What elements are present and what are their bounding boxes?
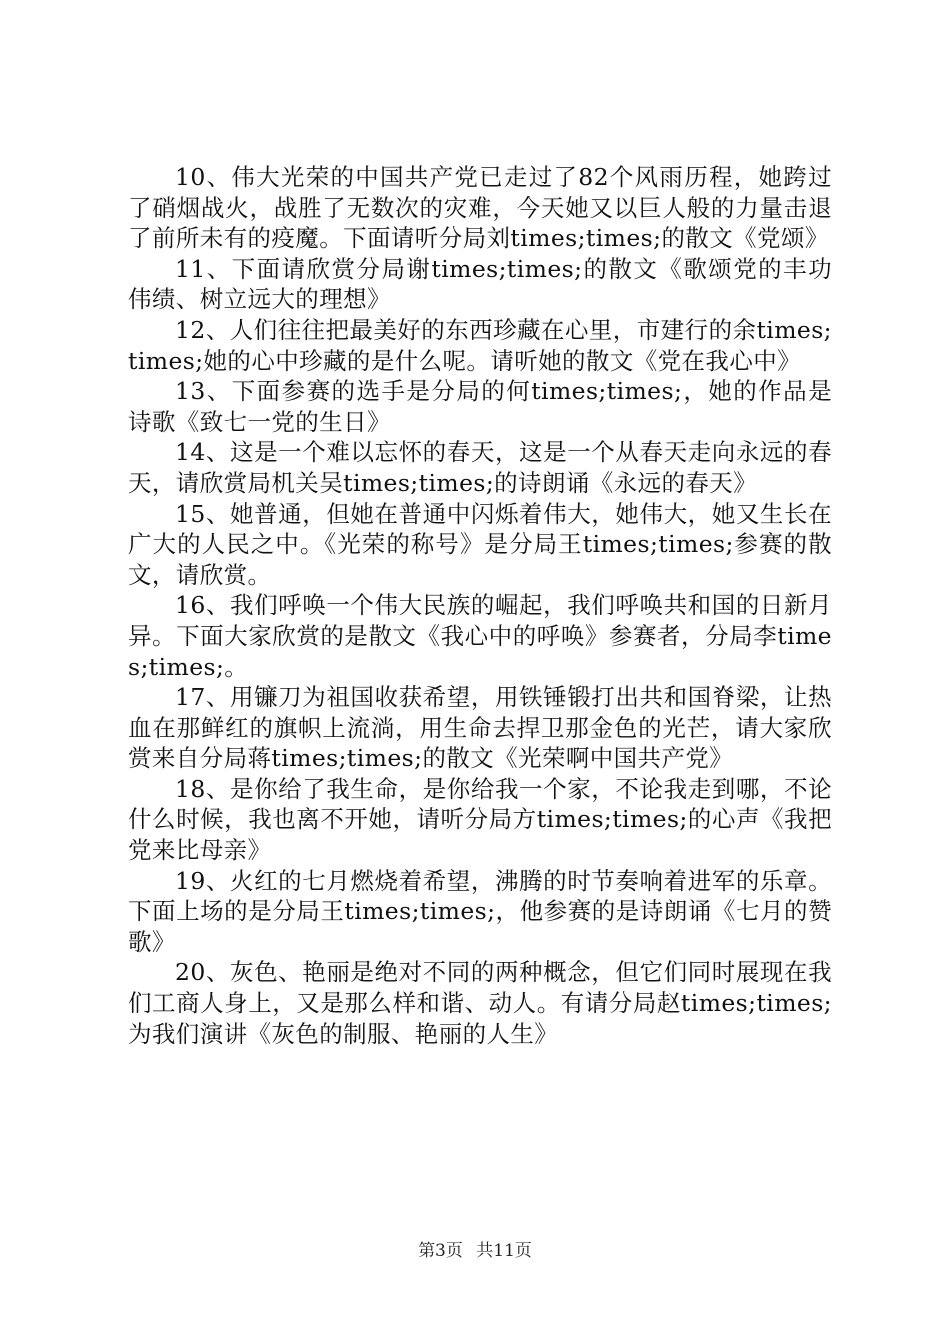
paragraph-11: 11、下面请欣赏分局谢times;times;的散文《歌颂党的丰功伟绩、树立远大的理想》 [128,254,832,314]
paragraph-13: 13、下面参赛的选手是分局的何times;times;，她的作品是诗歌《致七一党的生日》 [128,377,832,436]
page-total: 共11页 [476,1241,532,1261]
page-footer [0,1240,950,1262]
paragraph-14: 14、这是一个难以忘怀的春天，这是一个从春天走向永远的春天，请欣赏局机关吴times;times;的诗朗诵《永远的春天》 [128,438,832,497]
paragraph-18: 18、是你给了我生命，是你给我一个家，不论我走到哪，不论什么时候，我也离不开她，请听分局方times;times;的心声《我把党来比母亲》 [128,774,832,865]
paragraph-19: 19、火红的七月燃烧着希望，沸腾的时节奏响着进军的乐章。下面上场的是分局王times;times;，他参赛的是诗朗诵《七月的赞歌》 [128,866,832,956]
document-body [128,162,832,1049]
paragraph-10: 10、伟大光荣的中国共产党已走过了82个风雨历程，她跨过了硝烟战火，战胜了无数次的灾难，今天她又以巨人般的力量击退了前所未有的疫魔。下面请听分局刘times;times;的散文《党颂》 [128,163,832,253]
paragraph-16: 16、我们呼唤一个伟大民族的崛起，我们呼唤共和国的日新月异。下面大家欣赏的是散文《我心中的呼唤》参赛者，分局李times;times;。 [128,591,832,681]
paragraph-17: 17、用镰刀为祖国收获希望，用铁锤锻打出共和国脊梁，让热血在那鲜红的旗帜上流淌，用生命去捍卫那金色的光芒，请大家欣赏来自分局蒋times;times;的散文《光荣啊中国共产党》 [128,683,832,773]
paragraph-12: 12、人们往往把最美好的东西珍藏在心里，市建行的余times;times;她的心中珍藏的是什么呢。请听她的散文《党在我心中》 [128,315,832,375]
paragraph-15: 15、她普通，但她在普通中闪烁着伟大，她伟大，她又生长在广大的人民之中。《光荣的称号》是分局王times;times;参赛的散文，请欣赏。 [128,499,832,589]
paragraph-20: 20、灰色、艳丽是绝对不同的两种概念，但它们同时展现在我们工商人身上，又是那么样和谐、动人。有请分局赵times;times;为我们演讲《灰色的制服、艳丽的人生》 [128,958,832,1048]
page-number: 第3页 [418,1241,463,1261]
